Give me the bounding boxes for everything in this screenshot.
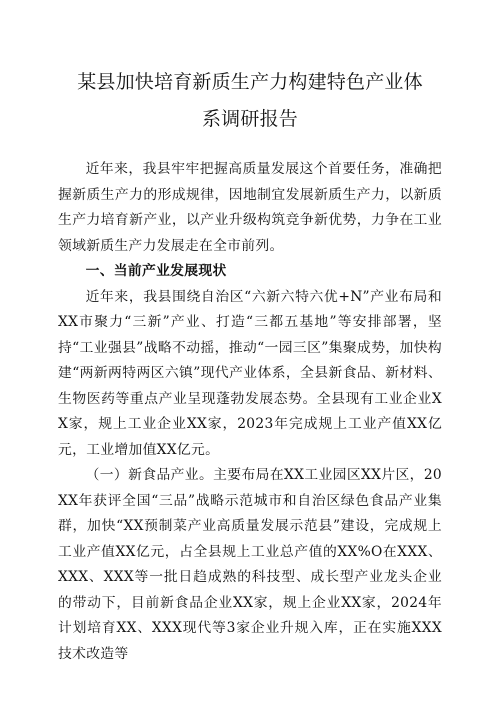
section-heading: 一、当前产业发展现状 (85, 263, 227, 279)
subsection-paragraph: （一）新食品产业。主要布局在XX工业园区XX片区，20XX年获评全国“三品”战略示范城市和自治区绿色食品产业集群，加快“XX预制菜产业高质量发展示范县”建设，完成规上工业产值XX亿元，占全县规上工业总产值的XX%O在XXX、XXX、XXX等一批日趋成熟的科技型、成长型产业龙头企业的带动下，目前新食品企业XX家，规上企业XX家，2024年计划培育XX、XXX现代等3家企业升规入库，正在实施XXX技术改造等 (58, 467, 442, 662)
title-line-1: 某县加快培育新质生产力构建特色产业体 (77, 71, 423, 93)
title-line-2: 系调研报告 (201, 108, 298, 130)
section-paragraph: 近年来，我县围绕自治区“六新六特六优+N”产业布局和XX市聚力“三新”产业、打造“三都五基地”等安排部署，坚持“工业强县”战略不动摇，推动“一园三区”集聚成势，加快构建“两新两特两区六镇”现代产业体系，全县新食品、新材料、生物医药等重点产业呈现蓬勃发展态势。全县现有工业企业XX家，规上工业企业XX家，2023年完成规上工业产值XX亿元，工业增加值XX亿元。 (58, 288, 442, 458)
intro-paragraph: 近年来，我县牢牢把握高质量发展这个首要任务，准确把握新质生产力的形成规律，因地制宜发展新质生产力，以新质生产力培育新产业，以产业升级构筑竞争新优势，力争在工业领域新质生产力发展走在全市前列。 (58, 161, 442, 254)
document-title (58, 64, 442, 138)
